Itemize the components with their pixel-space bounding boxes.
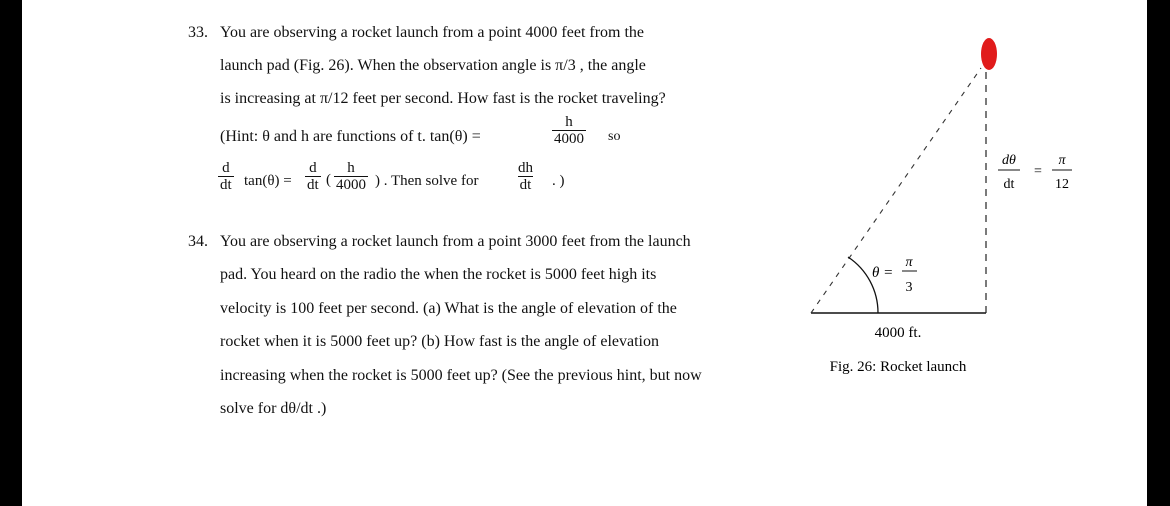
problem-34-line3: velocity is 100 feet per second. (a) What is the angle of elevation of the: [220, 300, 677, 317]
rate-fraction-denominator: dt: [1003, 177, 1015, 192]
derivative-1-numerator: d: [222, 160, 230, 176]
rate-fraction-numerator: dθ: [1002, 153, 1016, 168]
problem-34-line1: You are observing a rocket launch from a point 3000 feet from the launch: [220, 233, 691, 250]
derivative-2-numerator: d: [309, 160, 317, 176]
hint-close: . ): [552, 173, 565, 189]
theta-label: θ =: [872, 265, 894, 281]
problem-34-number: 34.: [188, 233, 208, 250]
tan-expression: tan(θ) =: [244, 173, 292, 189]
theta-fraction-denominator: 3: [905, 280, 913, 295]
dh-denominator: dt: [519, 177, 532, 193]
h-denominator: 4000: [336, 177, 366, 193]
hint-fraction-denominator: 4000: [554, 131, 584, 147]
rate-rhs-denominator: 12: [1055, 177, 1069, 192]
paren-open: (: [326, 172, 331, 188]
problem-34-line4: rocket when it is 5000 feet up? (b) How fast is the angle of elevation: [220, 333, 659, 350]
rate-equals: =: [1034, 164, 1042, 179]
rate-rhs-numerator: π: [1058, 153, 1066, 168]
rocket-icon: [981, 38, 997, 70]
h-numerator: h: [347, 160, 355, 176]
hint-fraction-numerator: h: [565, 114, 573, 130]
problem-34-line2: pad. You heard on the radio the when the rocket is 5000 feet high its: [220, 266, 657, 283]
hint-open-text: (Hint: θ and h are functions of t. tan(θ) =: [220, 128, 481, 145]
problem-34-line5: increasing when the rocket is 5000 feet up? (See the previous hint, but now: [220, 367, 702, 384]
derivative-1-denominator: dt: [220, 177, 232, 193]
derivative-2-denominator: dt: [307, 177, 319, 193]
problem-34-line6: solve for dθ/dt .): [220, 400, 327, 417]
problem-33-number: 33.: [188, 24, 208, 41]
dh-numerator: dh: [518, 160, 533, 176]
base-length-label: 4000 ft.: [874, 325, 922, 341]
figure-caption: Fig. 26: Rocket launch: [829, 359, 967, 375]
problem-33-line2: launch pad (Fig. 26). When the observation angle is π/3 , the angle: [220, 57, 646, 74]
theta-fraction-numerator: π: [905, 255, 913, 270]
rocket-launch-figure: [22, 0, 1147, 506]
hint-so-text: so: [608, 129, 621, 144]
then-solve-text: ) . Then solve for: [375, 173, 479, 189]
problem-33-line1: You are observing a rocket launch from a point 4000 feet from the: [220, 24, 645, 41]
line-of-sight: [811, 68, 981, 313]
document-page: [22, 0, 1147, 506]
problem-33-line3: is increasing at π/12 feet per second. How fast is the rocket traveling?: [220, 90, 666, 107]
